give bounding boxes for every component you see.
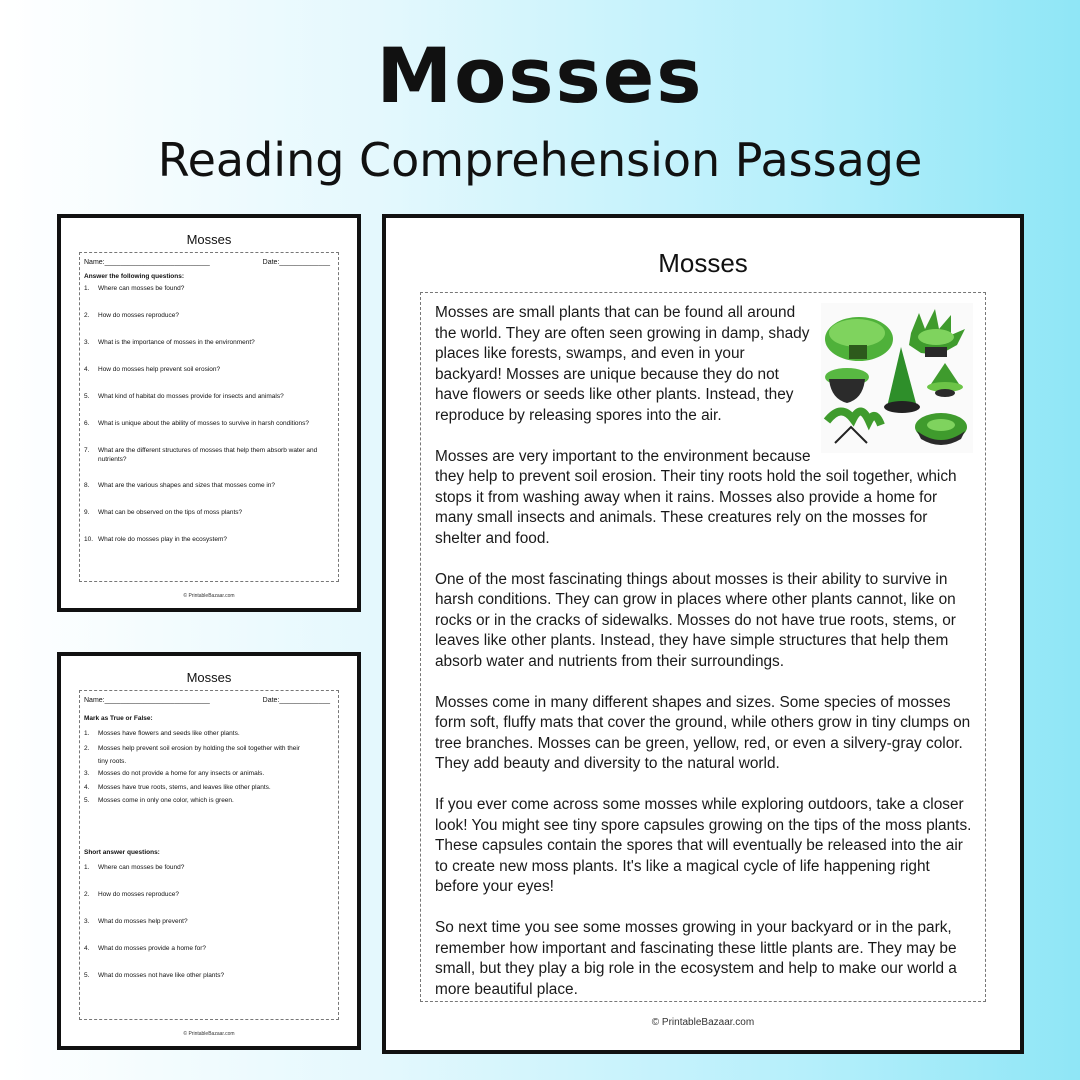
section-heading: Answer the following questions:	[84, 273, 185, 280]
item-text: Mosses have true roots, stems, and leaves like other plants.	[98, 784, 271, 791]
list-item	[84, 769, 332, 778]
item-text: How do mosses reproduce?	[98, 891, 179, 898]
passage-footer: © PrintableBazaar.com	[651, 1017, 755, 1028]
item-text: Mosses come in only one color, which is green.	[98, 797, 234, 804]
list-item	[84, 971, 332, 980]
worksheet-frame	[79, 690, 339, 1020]
list-item	[84, 742, 332, 768]
page-subtitle: Reading Comprehension Passage	[157, 133, 923, 187]
list-item	[84, 944, 332, 953]
list-item	[84, 311, 332, 320]
passage-paragraph: Mosses are very important to the environment because they help to prevent soil erosion. Their tiny roots hold the soil together, which stops it from washing away when it rains. Mosses also provide a home for many small insects and animals. These creatures rely on the mosses for shelter and food.	[435, 447, 957, 547]
section-heading: Short answer questions:	[84, 849, 160, 856]
passage-paragraph: Mosses come in many different shapes and sizes. Some species of mosses form soft, fluffy mats that cover the ground, while others grow in tiny clumps on tree branches. Mosses can be green, yellow, red, or even a silvery-gray color. They add beauty and diversity to the natural world.	[435, 693, 971, 772]
item-number: 5.	[84, 797, 90, 804]
questions-worksheet	[57, 214, 361, 612]
worksheet-footer: © PrintableBazaar.com	[183, 1031, 235, 1037]
list-item	[84, 863, 332, 872]
passage-paragraph: Mosses are small plants that can be found all around the world. They are often seen growing in damp, shady places like forests, swamps, and even in your backyard! Mosses are unique because they do not have flowers or seeds like other plants. Instead, they reproduce by releasing spores into the air.	[435, 304, 810, 424]
item-number: 1.	[84, 285, 90, 292]
date-line: Date:_____________	[262, 259, 330, 266]
true-false-worksheet	[57, 652, 361, 1050]
item-number: 1.	[84, 864, 90, 871]
passage-paragraph: One of the most fascinating things about mosses is their ability to survive in harsh conditions. They can grow in places where other plants cannot, like on rocks or in the cracks of sidewalks. Mosses do not have true roots, stems, or leaves like other plants. Instead, they have simple structures that help them absorb water and nutrients from their surroundings.	[435, 570, 956, 670]
section-heading: Mark as True or False:	[84, 715, 153, 722]
list-item	[84, 284, 332, 293]
item-text: How do mosses reproduce?	[98, 312, 179, 319]
list-item	[84, 419, 332, 428]
item-number: 8.	[84, 482, 90, 489]
item-text: What are the various shapes and sizes that mosses come in?	[98, 482, 276, 489]
item-text: Mosses help prevent soil erosion by holding the soil together with their tiny roots.	[98, 745, 300, 765]
item-number: 2.	[84, 312, 90, 319]
item-text: What are the different structures of mosses that help them absorb water and nutrients?	[98, 447, 318, 463]
passage-frame	[420, 292, 986, 1002]
worksheet-title: Mosses	[186, 670, 232, 685]
item-number: 4.	[84, 945, 90, 952]
list-item	[84, 729, 332, 738]
item-number: 6.	[84, 420, 90, 427]
name-line: Name:___________________________	[84, 697, 210, 704]
passage-title: Mosses	[658, 248, 748, 278]
item-number: 4.	[84, 784, 90, 791]
item-number: 3.	[84, 918, 90, 925]
passage-paragraph: So next time you see some mosses growing in your backyard or in the park, remember how important and fascinating these little plants are. They may be small, but they play a big role in the ecosystem and help to make our world a more beautiful place.	[435, 919, 957, 998]
item-number: 5.	[84, 972, 90, 979]
item-text: What can be observed on the tips of moss plants?	[98, 509, 243, 516]
passage-paragraph: If you ever come across some mosses while exploring outdoors, take a closer look! You might see tiny spore capsules growing on the tips of the moss plants. These capsules contain the spores that will eventually be released into the air to create new moss plants. It's like a magical cycle of life happening right before your eyes!	[435, 796, 972, 895]
list-item	[84, 365, 332, 374]
item-number: 9.	[84, 509, 90, 516]
list-item	[84, 338, 332, 347]
item-number: 10.	[84, 536, 94, 543]
worksheet-frame	[79, 252, 339, 582]
list-item	[84, 535, 332, 544]
item-text: Where can mosses be found?	[98, 285, 185, 292]
list-item	[84, 796, 332, 805]
passage-worksheet	[382, 214, 1024, 1054]
item-number: 3.	[84, 339, 90, 346]
item-text: What do mosses not have like other plants?	[98, 972, 225, 979]
item-number: 2.	[84, 745, 90, 752]
list-item	[84, 783, 332, 792]
item-text: Where can mosses be found?	[98, 864, 185, 871]
item-text: How do mosses help prevent soil erosion?	[98, 366, 221, 373]
passage-text	[435, 303, 973, 1021]
item-number: 5.	[84, 393, 90, 400]
item-text: What do mosses provide a home for?	[98, 945, 207, 952]
item-text: What role do mosses play in the ecosystem?	[98, 536, 227, 543]
name-line: Name:___________________________	[84, 259, 210, 266]
list-item	[84, 446, 332, 464]
item-text: What do mosses help prevent?	[98, 918, 188, 925]
worksheet-title: Mosses	[186, 232, 232, 247]
item-number: 4.	[84, 366, 90, 373]
moss-illustration	[821, 303, 973, 453]
item-number: 1.	[84, 730, 90, 737]
item-text: What kind of habitat do mosses provide for insects and animals?	[98, 393, 284, 400]
list-item	[84, 481, 332, 490]
list-item	[84, 917, 332, 926]
item-text: What is unique about the ability of mosses to survive in harsh conditions?	[98, 420, 310, 427]
item-text: What is the importance of mosses in the environment?	[98, 339, 255, 346]
item-number: 2.	[84, 891, 90, 898]
date-line: Date:_____________	[262, 697, 330, 704]
item-text: Mosses have flowers and seeds like other plants.	[98, 730, 240, 737]
list-item	[84, 508, 332, 517]
item-text: Mosses do not provide a home for any insects or animals.	[98, 770, 265, 777]
item-number: 7.	[84, 447, 90, 454]
worksheet-footer: © PrintableBazaar.com	[183, 593, 235, 599]
list-item	[84, 890, 332, 899]
list-item	[84, 392, 332, 401]
page-title: Mosses	[376, 31, 704, 120]
item-number: 3.	[84, 770, 90, 777]
